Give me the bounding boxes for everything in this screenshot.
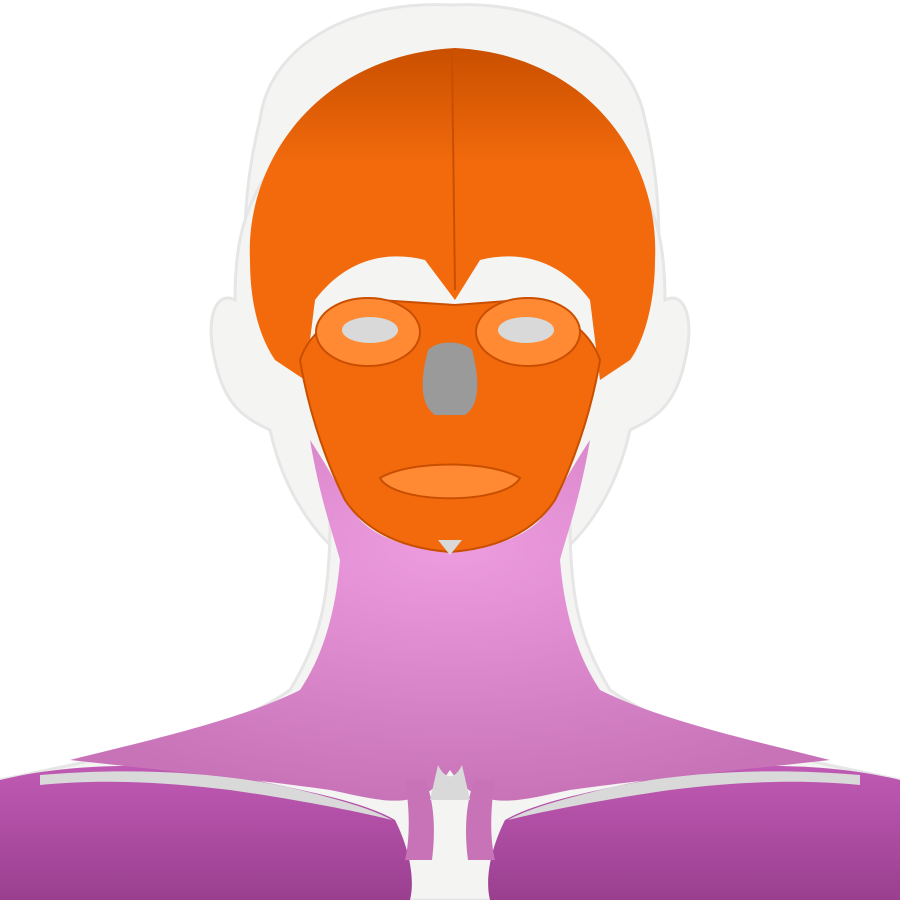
right-eye [498, 317, 554, 343]
left-eye [342, 317, 398, 343]
nasal-cavity [423, 343, 478, 416]
